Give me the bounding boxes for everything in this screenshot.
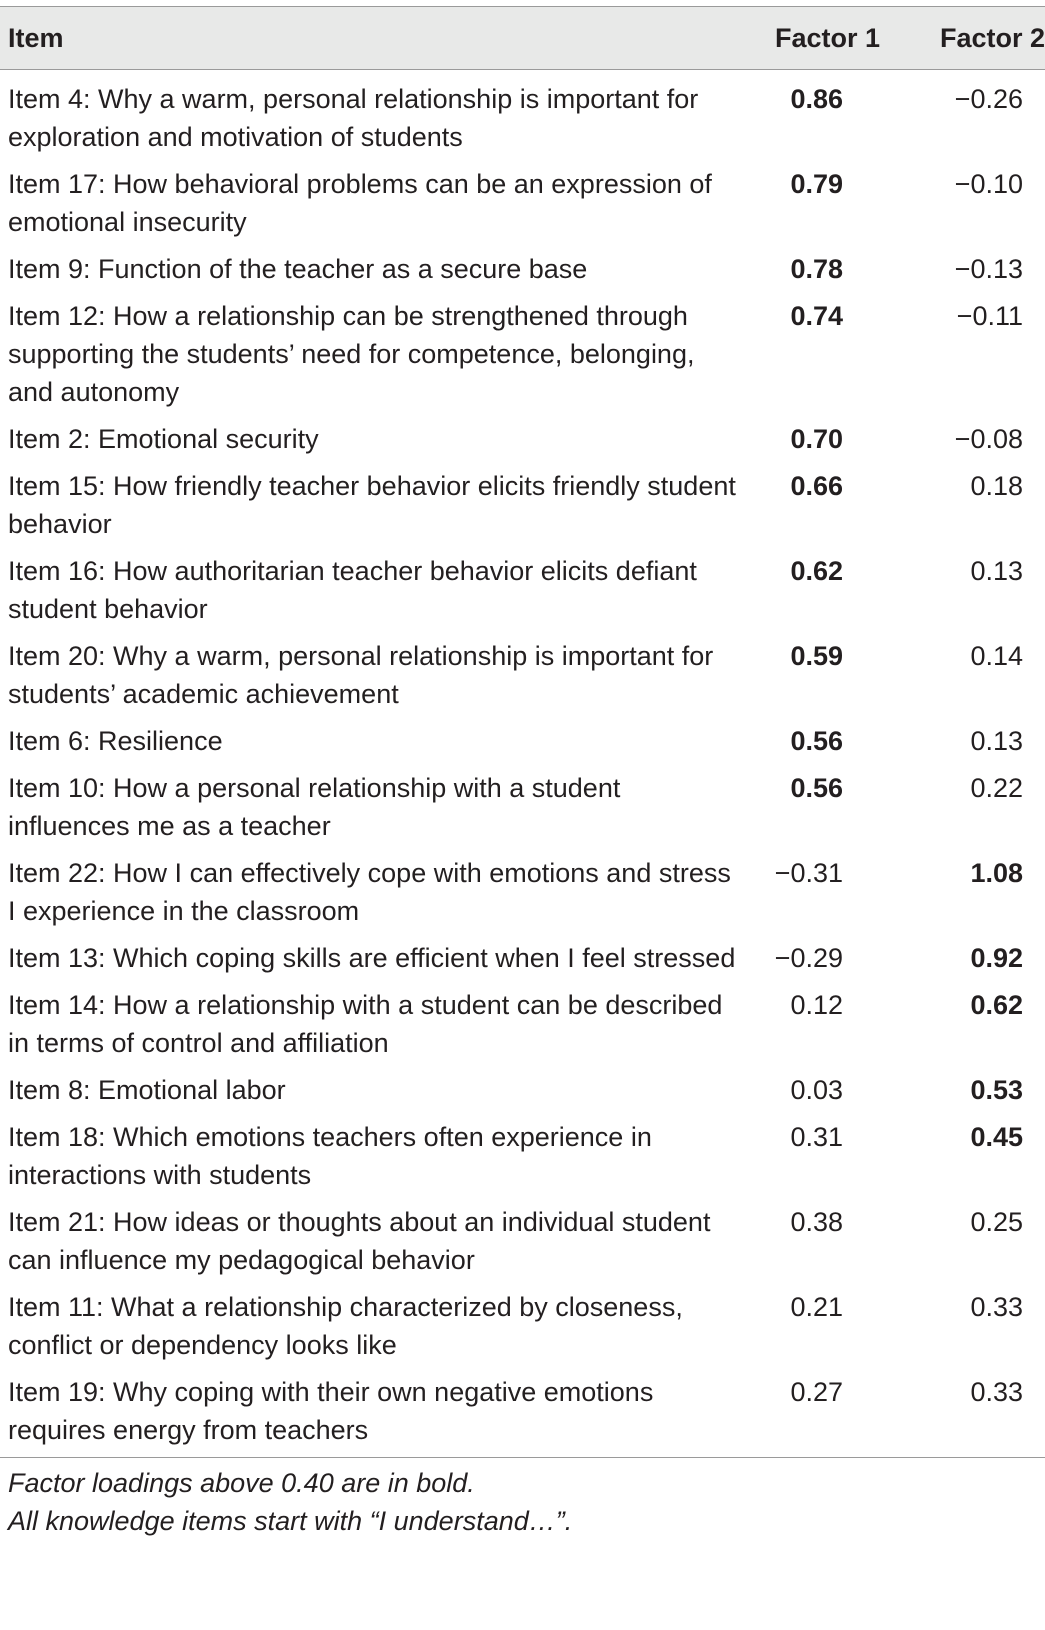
table-row	[0, 1114, 1045, 1199]
factor-2-loading: 0.92	[970, 943, 1023, 973]
factor-1-loading: 0.86	[790, 84, 843, 114]
factor-1-loading: 0.70	[790, 424, 843, 454]
table-row	[0, 548, 1045, 633]
item-description: Item 14: How a relationship with a student can be described in terms of control and affiliation	[8, 990, 723, 1058]
factor-2-loading: 0.53	[970, 1075, 1023, 1105]
factor-2-loading: 0.13	[970, 556, 1023, 586]
factor-2-loading: 0.13	[970, 726, 1023, 756]
header-factor-1: Factor 1	[740, 7, 890, 70]
factor-2-loading: 0.18	[970, 471, 1023, 501]
item-description: Item 15: How friendly teacher behavior elicits friendly student behavior	[8, 471, 736, 539]
factor-2-loading: −0.13	[954, 254, 1023, 284]
factor-1-loading: 0.78	[790, 254, 843, 284]
table-row	[0, 633, 1045, 718]
item-description: Item 2: Emotional security	[8, 424, 319, 454]
item-description: Item 19: Why coping with their own negative emotions requires energy from teachers	[8, 1377, 654, 1445]
footnote-bold-explanation: Factor loadings above 0.40 are in bold.	[8, 1468, 475, 1498]
header-factor-2: Factor 2	[890, 7, 1045, 70]
item-description: Item 22: How I can effectively cope with emotions and stress I experience in the classroom	[8, 858, 731, 926]
item-description: Item 12: How a relationship can be strengthened through supporting the students’ need for competence, belonging, and autonomy	[8, 301, 695, 407]
table-row	[0, 982, 1045, 1067]
factor-1-loading: 0.31	[790, 1122, 843, 1152]
factor-2-loading: 0.33	[970, 1377, 1023, 1407]
table-row	[0, 718, 1045, 765]
factor-1-loading: 0.03	[790, 1075, 843, 1105]
factor-2-loading: 0.33	[970, 1292, 1023, 1322]
factor-2-loading: −0.10	[954, 169, 1023, 199]
item-description: Item 4: Why a warm, personal relationship is important for exploration and motivation of students	[8, 84, 699, 152]
factor-2-loading: 0.45	[970, 1122, 1023, 1152]
factor-2-loading: 1.08	[970, 858, 1023, 888]
factor-2-loading: 0.25	[970, 1207, 1023, 1237]
factor-2-loading: −0.08	[954, 424, 1023, 454]
table-row	[0, 70, 1045, 162]
factor-1-loading: 0.59	[790, 641, 843, 671]
factor-1-loading: 0.38	[790, 1207, 843, 1237]
item-description: Item 11: What a relationship characterized by closeness, conflict or dependency looks like	[8, 1292, 683, 1360]
factor-1-loading: 0.74	[790, 301, 843, 331]
item-description: Item 17: How behavioral problems can be an expression of emotional insecurity	[8, 169, 712, 237]
factor-1-loading: 0.21	[790, 1292, 843, 1322]
item-description: Item 6: Resilience	[8, 726, 223, 756]
factor-2-loading: 0.22	[970, 773, 1023, 803]
item-description: Item 13: Which coping skills are efficient when I feel stressed	[8, 943, 736, 973]
table-row	[0, 1199, 1045, 1284]
item-description: Item 21: How ideas or thoughts about an individual student can influence my pedagogical behavior	[8, 1207, 711, 1275]
factor-1-loading: 0.56	[790, 726, 843, 756]
factor-1-loading: −0.29	[774, 943, 843, 973]
header-row	[0, 7, 1045, 70]
table-row	[0, 1067, 1045, 1114]
table-row	[0, 161, 1045, 246]
factor-2-loading: −0.11	[956, 301, 1023, 331]
factor-2-loading: 0.62	[970, 990, 1023, 1020]
table-header	[0, 7, 1045, 70]
table-row	[0, 765, 1045, 850]
table-row	[0, 850, 1045, 935]
factor-2-loading: 0.14	[970, 641, 1023, 671]
table-row	[0, 416, 1045, 463]
item-description: Item 18: Which emotions teachers often experience in interactions with students	[8, 1122, 652, 1190]
factor-1-loading: 0.56	[790, 773, 843, 803]
header-item: Item	[0, 7, 740, 70]
table-row	[0, 935, 1045, 982]
table-footnotes	[0, 1457, 1045, 1540]
factor-1-loading: 0.66	[790, 471, 843, 501]
table-row	[0, 1369, 1045, 1457]
table-body	[0, 70, 1045, 1458]
table-row	[0, 293, 1045, 416]
factor-loadings-table	[0, 6, 1045, 1457]
item-description: Item 8: Emotional labor	[8, 1075, 286, 1105]
item-description: Item 16: How authoritarian teacher behavior elicits defiant student behavior	[8, 556, 697, 624]
item-description: Item 10: How a personal relationship with a student influences me as a teacher	[8, 773, 621, 841]
factor-1-loading: 0.79	[790, 169, 843, 199]
footnote-item-prefix: All knowledge items start with “I understand…”.	[8, 1506, 573, 1536]
factor-1-loading: −0.31	[774, 858, 843, 888]
table-row	[0, 1284, 1045, 1369]
item-description: Item 9: Function of the teacher as a secure base	[8, 254, 588, 284]
factor-1-loading: 0.62	[790, 556, 843, 586]
factor-1-loading: 0.12	[790, 990, 843, 1020]
table-row	[0, 246, 1045, 293]
factor-2-loading: −0.26	[954, 84, 1023, 114]
item-description: Item 20: Why a warm, personal relationship is important for students’ academic achievement	[8, 641, 714, 709]
table-row	[0, 463, 1045, 548]
factor-1-loading: 0.27	[790, 1377, 843, 1407]
